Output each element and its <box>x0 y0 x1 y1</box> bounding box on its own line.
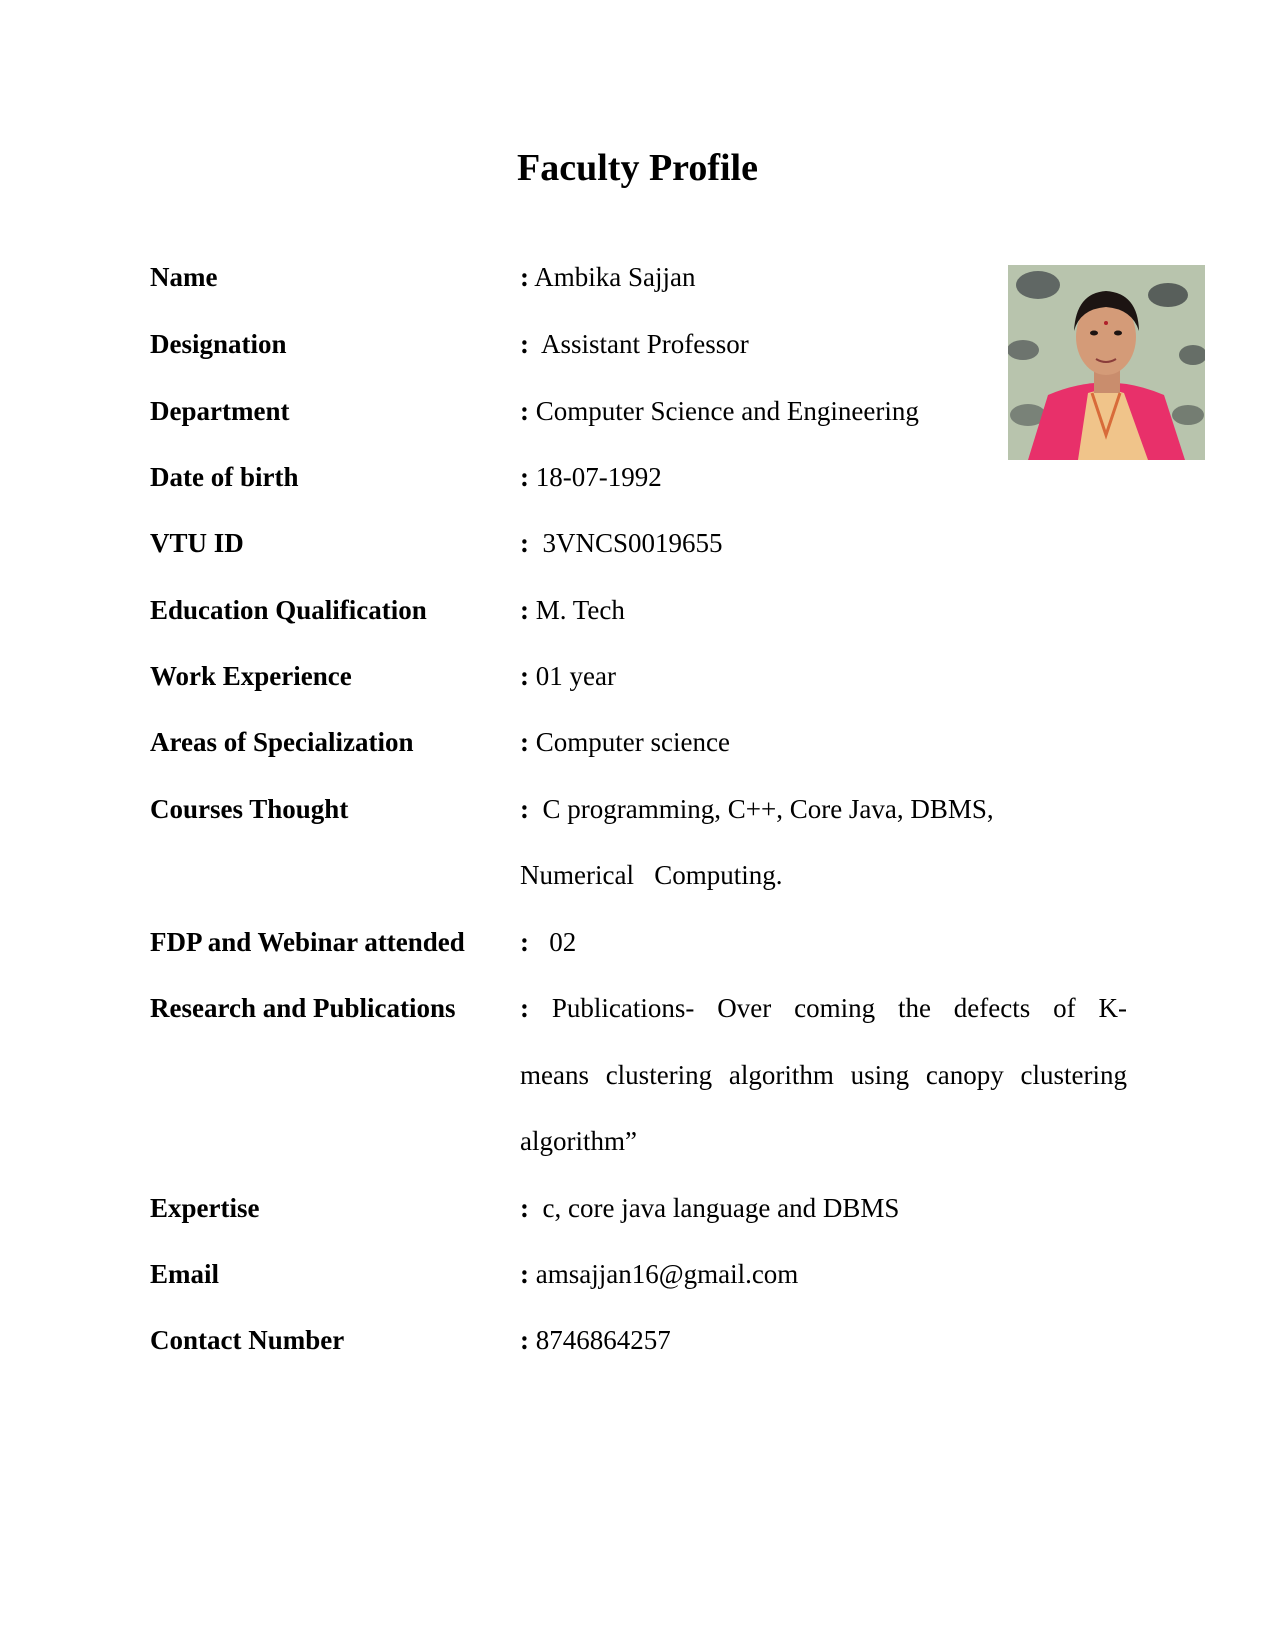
field-label-email: Email <box>150 1259 220 1289</box>
colon: : <box>520 595 529 625</box>
field-value-name <box>520 262 696 293</box>
designation-value: Assistant Professor <box>535 329 749 359</box>
field-value-vtu-id <box>520 528 723 559</box>
field-label-contact-number: Contact Number <box>150 1325 345 1355</box>
field-label-education: Education Qualification <box>150 595 427 625</box>
field-label-name: Name <box>150 262 218 292</box>
colon: : <box>520 661 529 691</box>
colon: : <box>520 794 529 824</box>
field-label-courses: Courses Thought <box>150 794 349 824</box>
colon: : <box>520 993 529 1023</box>
colon: : <box>520 727 529 757</box>
profile-photo <box>1008 265 1205 460</box>
courses-continuation: Numerical Computing. <box>520 860 783 890</box>
name-value: Ambika Sajjan <box>534 262 696 292</box>
field-label-specialization: Areas of Specialization <box>150 727 414 757</box>
field-value-designation <box>520 329 749 360</box>
field-value-research <box>520 993 1127 1024</box>
field-label-research: Research and Publications <box>150 993 456 1023</box>
page-title: Faculty Profile <box>517 147 758 189</box>
research-continuation-2: algorithm” <box>520 1126 637 1156</box>
field-value-contact-number <box>520 1325 671 1356</box>
field-value-fdp-webinar <box>520 927 576 958</box>
work-experience-value: 01 year <box>535 661 616 691</box>
field-value-expertise <box>520 1193 899 1224</box>
field-value-work-experience <box>520 661 616 692</box>
field-label-designation: Designation <box>150 329 287 359</box>
colon: : <box>520 396 529 426</box>
vtu-id-value: 3VNCS0019655 <box>535 528 723 558</box>
field-value-courses <box>520 794 994 825</box>
field-label-expertise: Expertise <box>150 1193 260 1223</box>
field-value-department <box>520 396 919 427</box>
colon: : <box>520 262 529 292</box>
field-label-vtu-id: VTU ID <box>150 528 244 558</box>
colon: : <box>520 1193 529 1223</box>
education-value: M. Tech <box>535 595 625 625</box>
research-value: Publications- Over coming the defects of K- <box>551 993 1127 1023</box>
colon: : <box>520 927 529 957</box>
colon: : <box>520 462 529 492</box>
fdp-webinar-value: 02 <box>535 927 577 957</box>
colon: : <box>520 528 529 558</box>
field-value-education <box>520 595 625 626</box>
email-value: amsajjan16@gmail.com <box>535 1259 799 1289</box>
field-label-work-experience: Work Experience <box>150 661 352 691</box>
colon: : <box>520 329 529 359</box>
contact-number-value: 8746864257 <box>535 1325 671 1355</box>
field-value-date-of-birth <box>520 462 662 493</box>
specialization-value: Computer science <box>535 727 730 757</box>
courses-value: C programming, C++, Core Java, DBMS, <box>535 794 994 824</box>
research-continuation-1: means clustering algorithm using canopy clustering <box>520 1060 1127 1090</box>
colon: : <box>520 1259 529 1289</box>
department-value: Computer Science and Engineering <box>535 396 919 426</box>
field-value-email <box>520 1259 798 1290</box>
date-of-birth-value: 18-07-1992 <box>535 462 662 492</box>
field-value-specialization <box>520 727 730 758</box>
field-label-department: Department <box>150 396 290 426</box>
field-label-fdp-webinar: FDP and Webinar attended <box>150 927 465 957</box>
colon: : <box>520 1325 529 1355</box>
expertise-value: c, core java language and DBMS <box>535 1193 900 1223</box>
field-label-date-of-birth: Date of birth <box>150 462 299 492</box>
